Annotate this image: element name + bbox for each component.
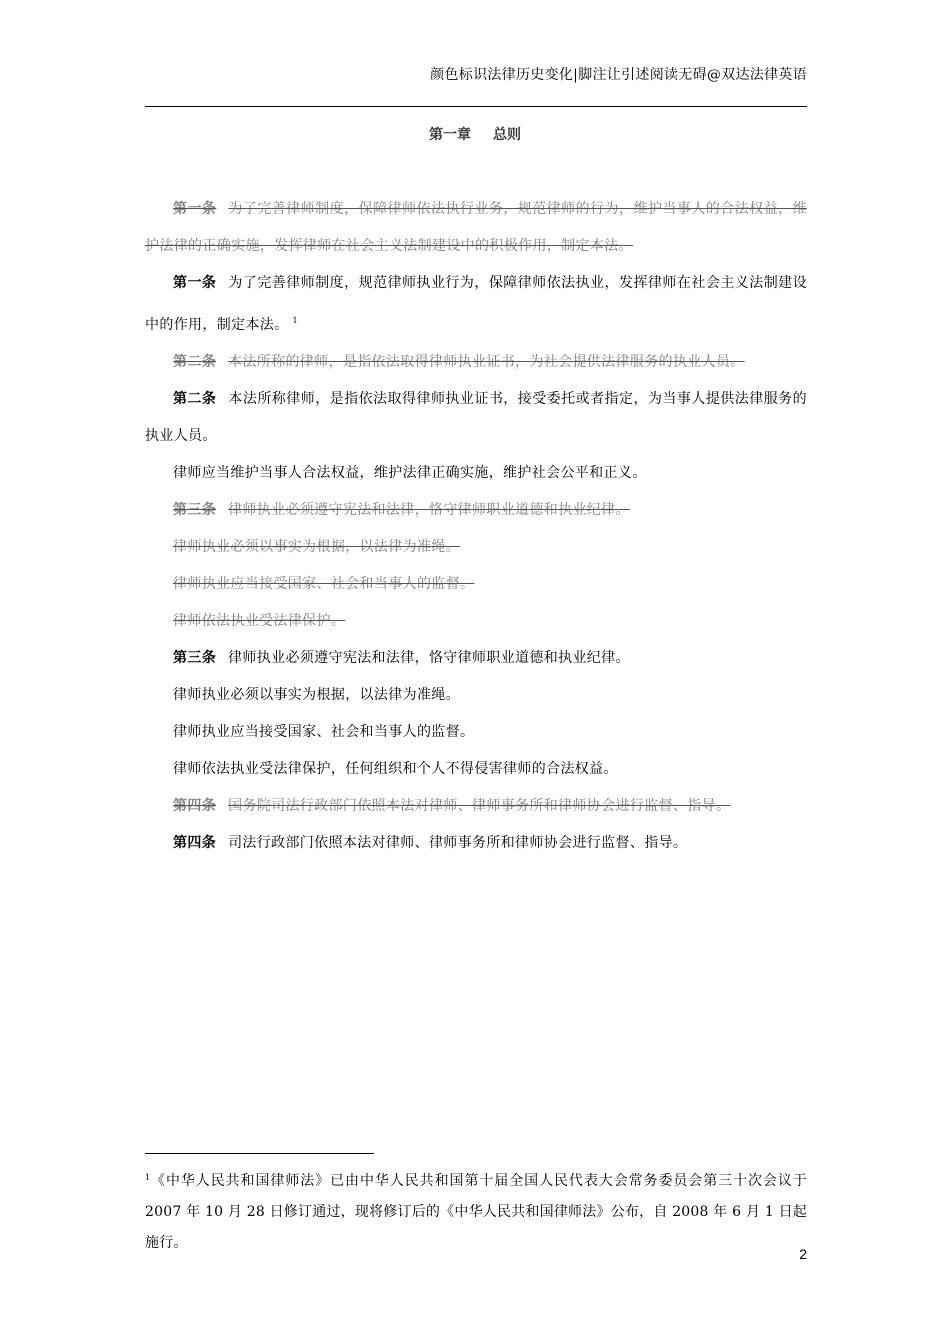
deleted-paragraph xyxy=(145,603,807,640)
article-label: 第四条 xyxy=(173,835,217,851)
footnote-text: 《中华人民共和国律师法》已由中华人民共和国第十届全国人民代表大会常务委员会第三十次会议于 2007 年 10 月 28 日修订通过，现将修订后的《中华人民共和国律师法》公布，自 2008 年 6 月 1 日起施行。 xyxy=(145,1173,807,1251)
article-label: 第一条 xyxy=(173,201,217,217)
article-text: 律师执业应当接受国家、社会和当事人的监督。 xyxy=(173,724,475,740)
article-text: 律师执业必须遵守宪法和法律，恪守律师职业道德和执业纪律。 xyxy=(228,650,630,666)
paragraph xyxy=(145,677,807,714)
deleted-paragraph xyxy=(145,492,807,529)
article-text: 本法所称律师，是指依法取得律师执业证书，接受委托或者指定，为当事人提供法律服务的执业人员。 xyxy=(145,391,807,444)
article-text: 律师依法执业受法律保护，任何组织和个人不得侵害律师的合法权益。 xyxy=(173,761,618,777)
article-text: 律师应当维护当事人合法权益，维护法律正确实施，维护社会公平和正义。 xyxy=(173,465,647,481)
article-text: 司法行政部门依照本法对律师、律师事务所和律师协会进行监督、指导。 xyxy=(228,835,688,851)
paragraph xyxy=(145,825,807,862)
article-text: 律师依法执业受法律保护。 xyxy=(173,613,346,629)
article-text: 律师执业应当接受国家、社会和当事人的监督。 xyxy=(173,576,475,592)
article-label: 第二条 xyxy=(173,354,217,370)
paragraph xyxy=(145,714,807,751)
article-text: 律师执业必须以事实为根据，以法律为准绳。 xyxy=(173,539,460,555)
paragraph xyxy=(145,640,807,677)
deleted-paragraph xyxy=(145,566,807,603)
article-text: 本法所称的律师，是指依法取得律师执业证书，为社会提供法律服务的执业人员。 xyxy=(228,354,745,370)
footnote-reference[interactable]: 1 xyxy=(292,316,298,325)
page-number: 2 xyxy=(799,1246,807,1262)
article-text: 律师执业必须以事实为根据，以法律为准绳。 xyxy=(173,687,460,703)
article-text: 律师执业必须遵守宪法和法律，恪守律师职业道德和执业纪律。 xyxy=(228,502,630,518)
footnote-rule xyxy=(145,1153,374,1154)
document-body xyxy=(145,191,807,862)
deleted-paragraph xyxy=(145,788,807,825)
article-label: 第三条 xyxy=(173,650,217,666)
paragraph xyxy=(145,455,807,492)
article-text: 国务院司法行政部门依照本法对律师、律师事务所和律师协会进行监督、指导。 xyxy=(228,798,731,814)
article-text: 为了完善律师制度，规范律师执业行为，保障律师依法执业，发挥律师在社会主义法制建设中的作用，制定本法。 xyxy=(145,275,807,333)
chapter-title: 总则 xyxy=(493,127,521,143)
article-text: 为了完善律师制度，保障律师依法执行业务，规范律师的行为，维护当事人的合法权益，维护法律的正确实施，发挥律师在社会主义法制建设中的积极作用，制定本法。 xyxy=(145,201,807,254)
article-label: 第三条 xyxy=(173,502,217,518)
header-rule xyxy=(145,106,807,107)
deleted-paragraph xyxy=(145,529,807,566)
article-label: 第一条 xyxy=(173,275,217,291)
article-label: 第二条 xyxy=(173,391,217,407)
article-label: 第四条 xyxy=(173,798,217,814)
paragraph xyxy=(145,265,807,344)
deleted-paragraph xyxy=(145,191,807,265)
paragraph xyxy=(145,381,807,455)
footnote-marker: 1 xyxy=(145,1173,151,1182)
chapter-number: 第一章 xyxy=(429,127,471,143)
deleted-paragraph xyxy=(145,344,807,381)
running-header: 颜色标识法律历史变化|脚注让引述阅读无碍@双达法律英语 xyxy=(430,67,807,83)
paragraph xyxy=(145,751,807,788)
footnote xyxy=(145,1162,807,1259)
chapter-heading xyxy=(0,124,950,144)
